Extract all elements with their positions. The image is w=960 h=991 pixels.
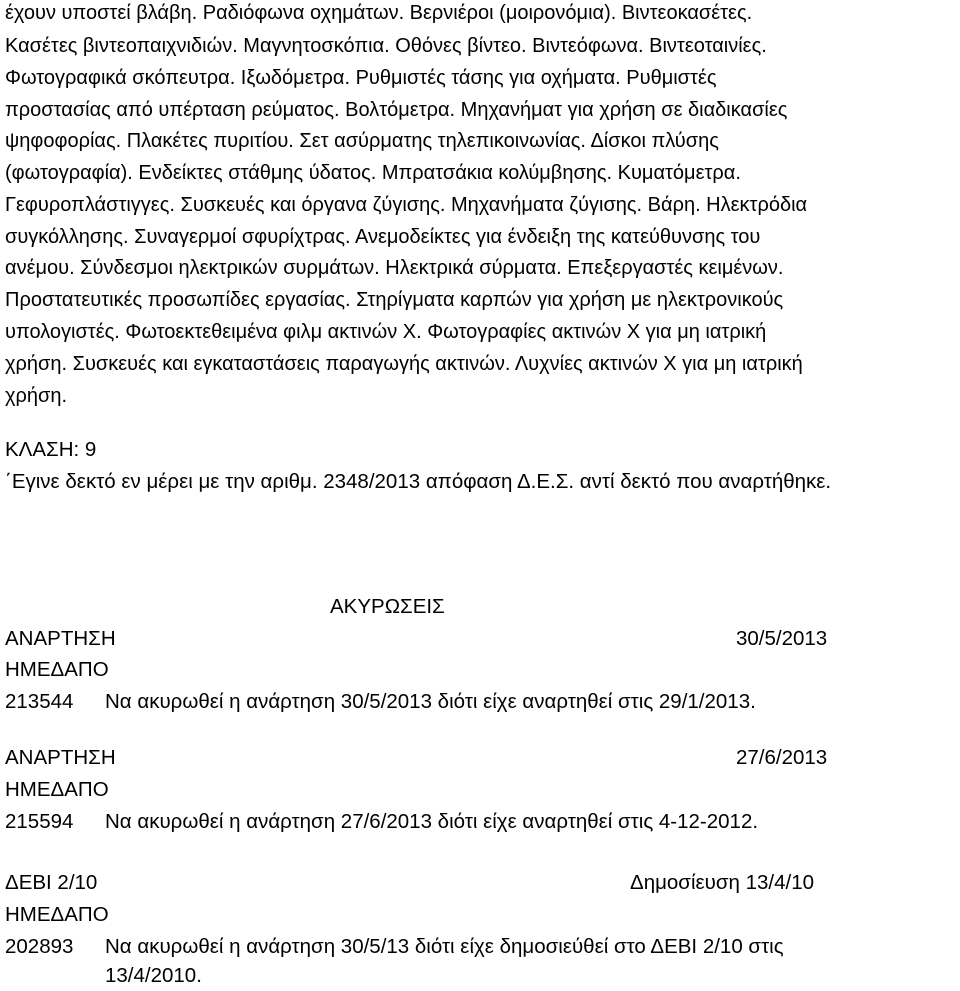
entry-text: Να ακυρωθεί η ανάρτηση 30/5/13 διότι είχε δημοσιεύθεί στο ΔΕΒΙ 2/10 στις — [105, 935, 784, 958]
paragraph-line: Φωτογραφικά σκόπευτρα. Ιξωδόμετρα. Ρυθμιστές τάσης για οχήματα. Ρυθμιστές — [5, 67, 717, 89]
entry-text: 13/4/2010. — [105, 964, 202, 987]
entry-text: Να ακυρωθεί η ανάρτηση 30/5/2013 διότι είχε αναρτηθεί στις 29/1/2013. — [105, 690, 756, 713]
accepted-note: ΄Εγινε δεκτό εν μέρει με την αριθμ. 2348/2013 απόφαση Δ.Ε.Σ. αντί δεκτό που αναρτήθηκε. — [5, 470, 832, 493]
entry-right-label: 30/5/2013 — [736, 627, 828, 650]
entry-date-label: ΗΜΕΔΑΠΟ — [5, 778, 109, 801]
entry-text: Να ακυρωθεί η ανάρτηση 27/6/2013 διότι είχε αναρτηθεί στις 4-12-2012. — [105, 810, 759, 833]
entry-number: 202893 — [5, 935, 74, 958]
entry-left-label: ΑΝΑΡΤΗΣΗ — [5, 627, 116, 650]
entry-number: 213544 — [5, 690, 74, 713]
class-label: ΚΛΑΣΗ: 9 — [5, 438, 97, 461]
cancellations-heading: ΑΚΥΡΩΣΕΙΣ — [330, 595, 445, 618]
entry-left-label: ΑΝΑΡΤΗΣΗ — [5, 746, 116, 769]
paragraph-line: έχουν υποστεί βλάβη. Ραδιόφωνα οχημάτων. Βερνιέροι (μοιρονόμια). Βιντεοκασέτες. — [5, 2, 753, 24]
paragraph-line: Προστατευτικές προσωπίδες εργασίας. Στηρίγματα καρπών για χρήση με ηλεκτρονικούς — [5, 289, 784, 311]
paragraph-line: Γεφυροπλάστιγγες. Συσκευές και όργανα ζύγισης. Μηχανήματα ζύγισης. Βάρη. Ηλεκτρόδια — [5, 194, 808, 216]
paragraph-line: ανέμου. Σύνδεσμοι ηλεκτρικών συρμάτων. Ηλεκτρικά σύρματα. Επεξεργαστές κειμένων. — [5, 257, 784, 279]
entry-date-label: ΗΜΕΔΑΠΟ — [5, 903, 109, 926]
paragraph-line: υπολογιστές. Φωτοεκτεθειμένα φιλμ ακτινών Χ. Φωτογραφίες ακτινών Χ για μη ιατρική — [5, 321, 767, 343]
paragraph-line: συγκόλλησης. Συναγερμοί σφυρίχτρας. Ανεμοδείκτες για ένδειξη της κατεύθυνσης του — [5, 226, 761, 248]
paragraph-line: ψηφοφορίας. Πλακέτες πυριτίου. Σετ ασύρματης τηλεπικοινωνίας. Δίσκοι πλύσης — [5, 130, 719, 152]
paragraph-line: προστασίας από υπέρταση ρεύματος. Βολτόμετρα. Μηχανήματ για χρήση σε διαδικασίες — [5, 99, 788, 121]
entry-right-label: 27/6/2013 — [736, 746, 828, 769]
paragraph-line: χρήση. — [5, 385, 68, 407]
entry-left-label: ΔΕΒΙ 2/10 — [5, 871, 98, 894]
paragraph-line: (φωτογραφία). Ενδείκτες στάθμης ύδατος. Μπρατσάκια κολύμβησης. Κυματόμετρα. — [5, 162, 741, 184]
paragraph-line: Κασέτες βιντεοπαιχνιδιών. Μαγνητοσκόπια. Οθόνες βίντεο. Βιντεόφωνα. Βιντεοταινίες. — [5, 35, 767, 57]
paragraph-line: χρήση. Συσκευές και εγκαταστάσεις παραγωγής ακτινών. Λυχνίες ακτινών Χ για μη ιατρική — [5, 353, 803, 375]
entry-right-label: Δημοσίευση 13/4/10 — [630, 871, 815, 894]
entry-number: 215594 — [5, 810, 74, 833]
entry-date-label: ΗΜΕΔΑΠΟ — [5, 658, 109, 681]
